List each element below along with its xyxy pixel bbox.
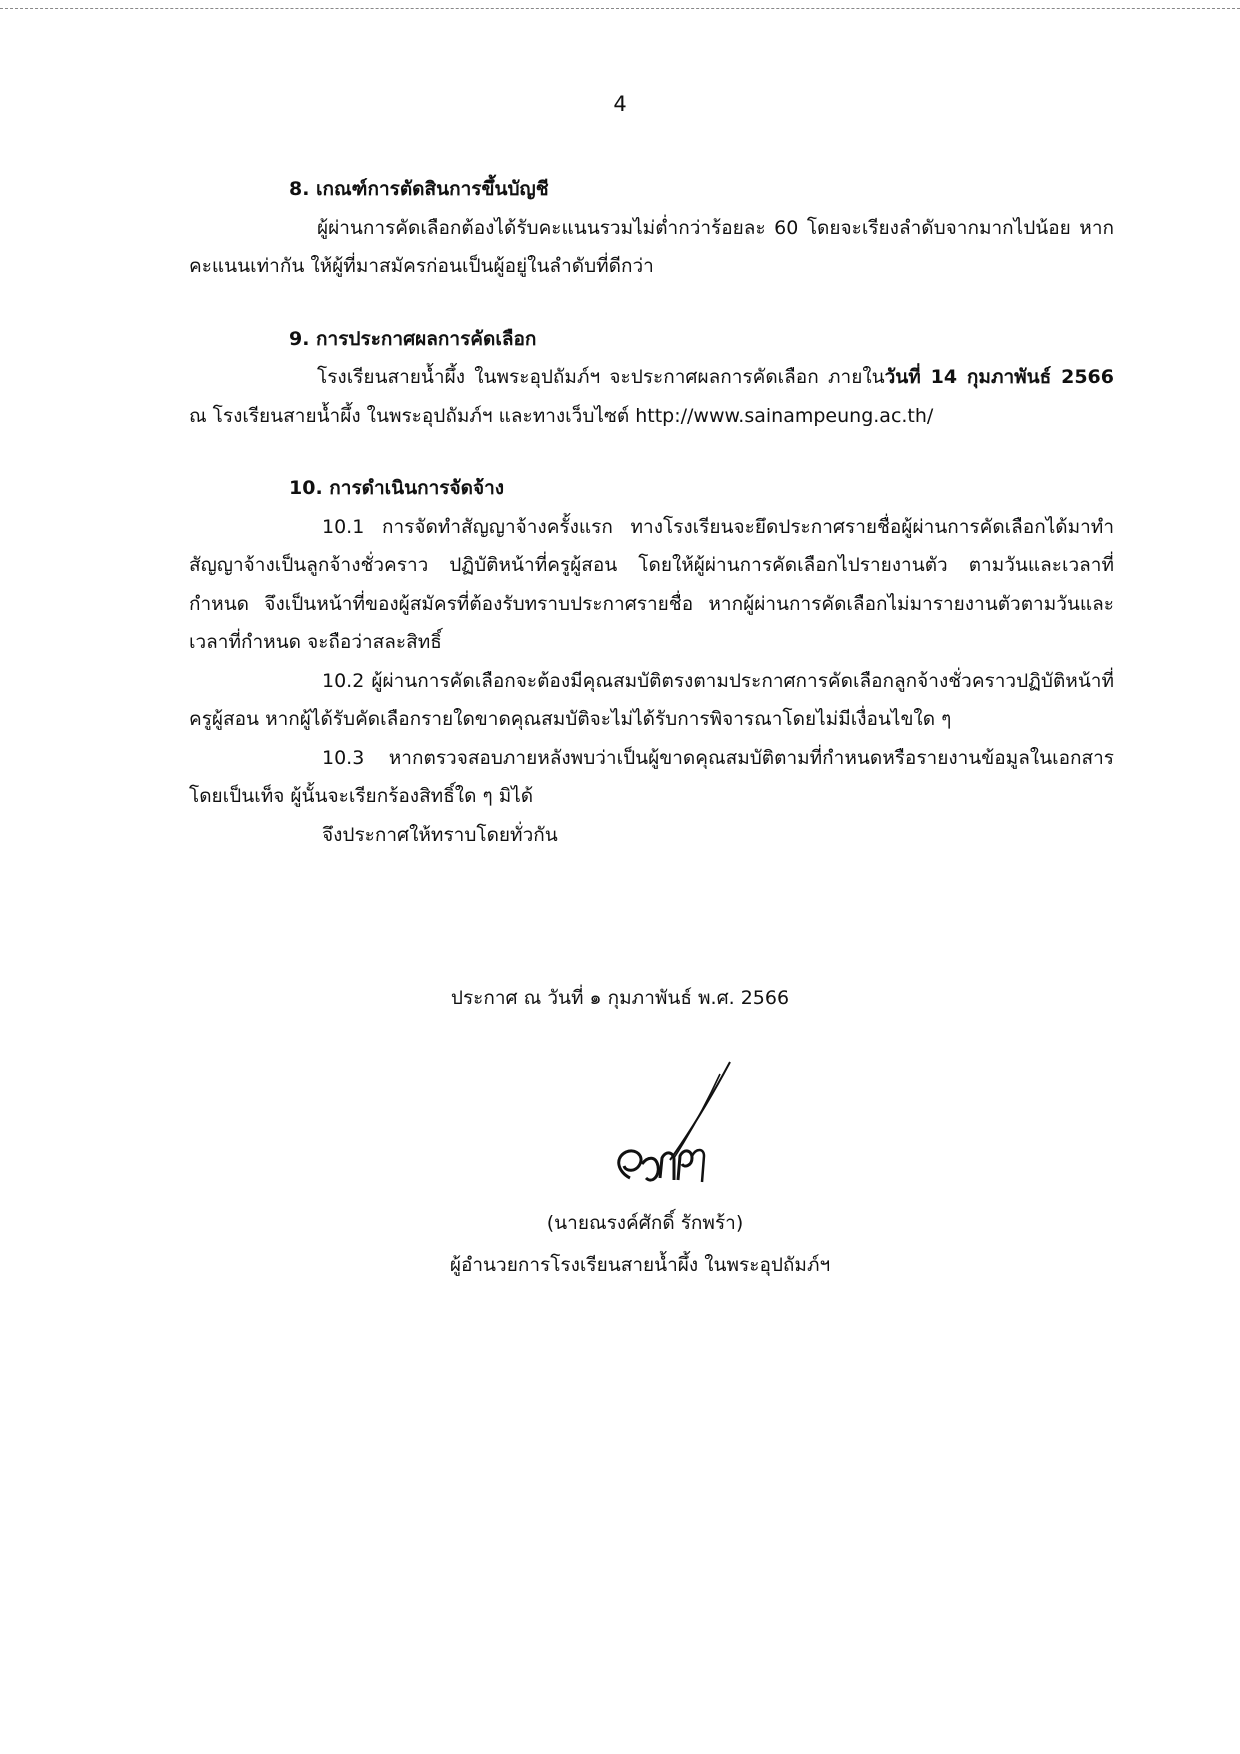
signatory-title: ผู้อำนวยการโรงเรียนสายน้ำผึ้ง ในพระอุปถัมภ์ฯ <box>449 1254 831 1276</box>
section-10-heading: 10. การดำเนินการจัดจ้าง <box>289 477 505 499</box>
signatory-name: (นายณรงค์ศักดิ์ รักพร้า) <box>546 1212 744 1234</box>
section-8-heading: 8. เกณฑ์การตัดสินการขึ้นบัญชี <box>289 178 549 200</box>
section-10-1-body: 10.1 การจัดทำสัญญาจ้างครั้งแรก ทางโรงเรียนจะยึดประกาศรายชื่อผู้ผ่านการคัดเลือกได้มาทำสัญญาจ้างเป็นลูกจ้างชั่วคราว ปฏิบัติหน้าที่ครูผู้สอน โดยให้ผู้ผ่านการคัดเลือกไปรายงานตัว ตามวันและเวลาที่กำหนด จึงเป็นหน้าที่ของผู้สมัครที่ต้องรับทราบประกาศรายชื่อ หากผู้ผ่านการคัดเลือกไม่มารายงานตัวตามวันและเวลาที่กำหนด จะถือว่าสละสิทธิ์ <box>189 515 1114 653</box>
section-9-body <box>189 358 1114 435</box>
section-10-3-body: 10.3 หากตรวจสอบภายหลังพบว่าเป็นผู้ขาดคุณสมบัติตามที่กำหนดหรือรายงานข้อมูลในเอกสารโดยเป็นเท็จ ผู้นั้นจะเรียกร้องสิทธิ์ใด ๆ มิได้ <box>189 746 1114 807</box>
section-9-body-start: โรงเรียนสายน้ำผึ้ง ในพระอุปถัมภ์ฯ จะประกาศผลการคัดเลือก ภายใน <box>317 366 885 388</box>
handwritten-signature <box>600 1060 750 1200</box>
document-body <box>189 170 1114 854</box>
section-10-2-body: 10.2 ผู้ผ่านการคัดเลือกจะต้องมีคุณสมบัติตรงตามประกาศการคัดเลือกลูกจ้างชั่วคราวปฏิบัติหน้าที่ครูผู้สอน หากผู้ได้รับคัดเลือกรายใดขาดคุณสมบัติจะไม่ได้รับการพิจารณาโดยไม่มีเงื่อนไขใด ๆ <box>189 669 1114 730</box>
section-9-body-end: ณ โรงเรียนสายน้ำผึ้ง ในพระอุปถัมภ์ฯ และทางเว็บไซต์ http://www.sainampeung.ac.th/ <box>189 404 934 427</box>
closing-statement: จึงประกาศให้ทราบโดยทั่วกัน <box>322 823 558 846</box>
scan-top-border <box>0 8 1240 9</box>
announcement-date: ประกาศ ณ วันที่ ๑ กุมภาพันธ์ พ.ศ. 2566 <box>450 987 790 1009</box>
section-9-heading: 9. การประกาศผลการคัดเลือก <box>289 327 537 350</box>
page-number: 4 <box>613 92 627 116</box>
section-9-result-date: วันที่ 14 กุมภาพันธ์ 2566 <box>884 366 1114 388</box>
section-8-body: ผู้ผ่านการคัดเลือกต้องได้รับคะแนนรวมไม่ต่ำกว่าร้อยละ 60 โดยจะเรียงลำดับจากมากไปน้อย หากคะแนนเท่ากัน ให้ผู้ที่มาสมัครก่อนเป็นผู้อยู่ในลำดับที่ดีกว่า <box>189 216 1114 277</box>
